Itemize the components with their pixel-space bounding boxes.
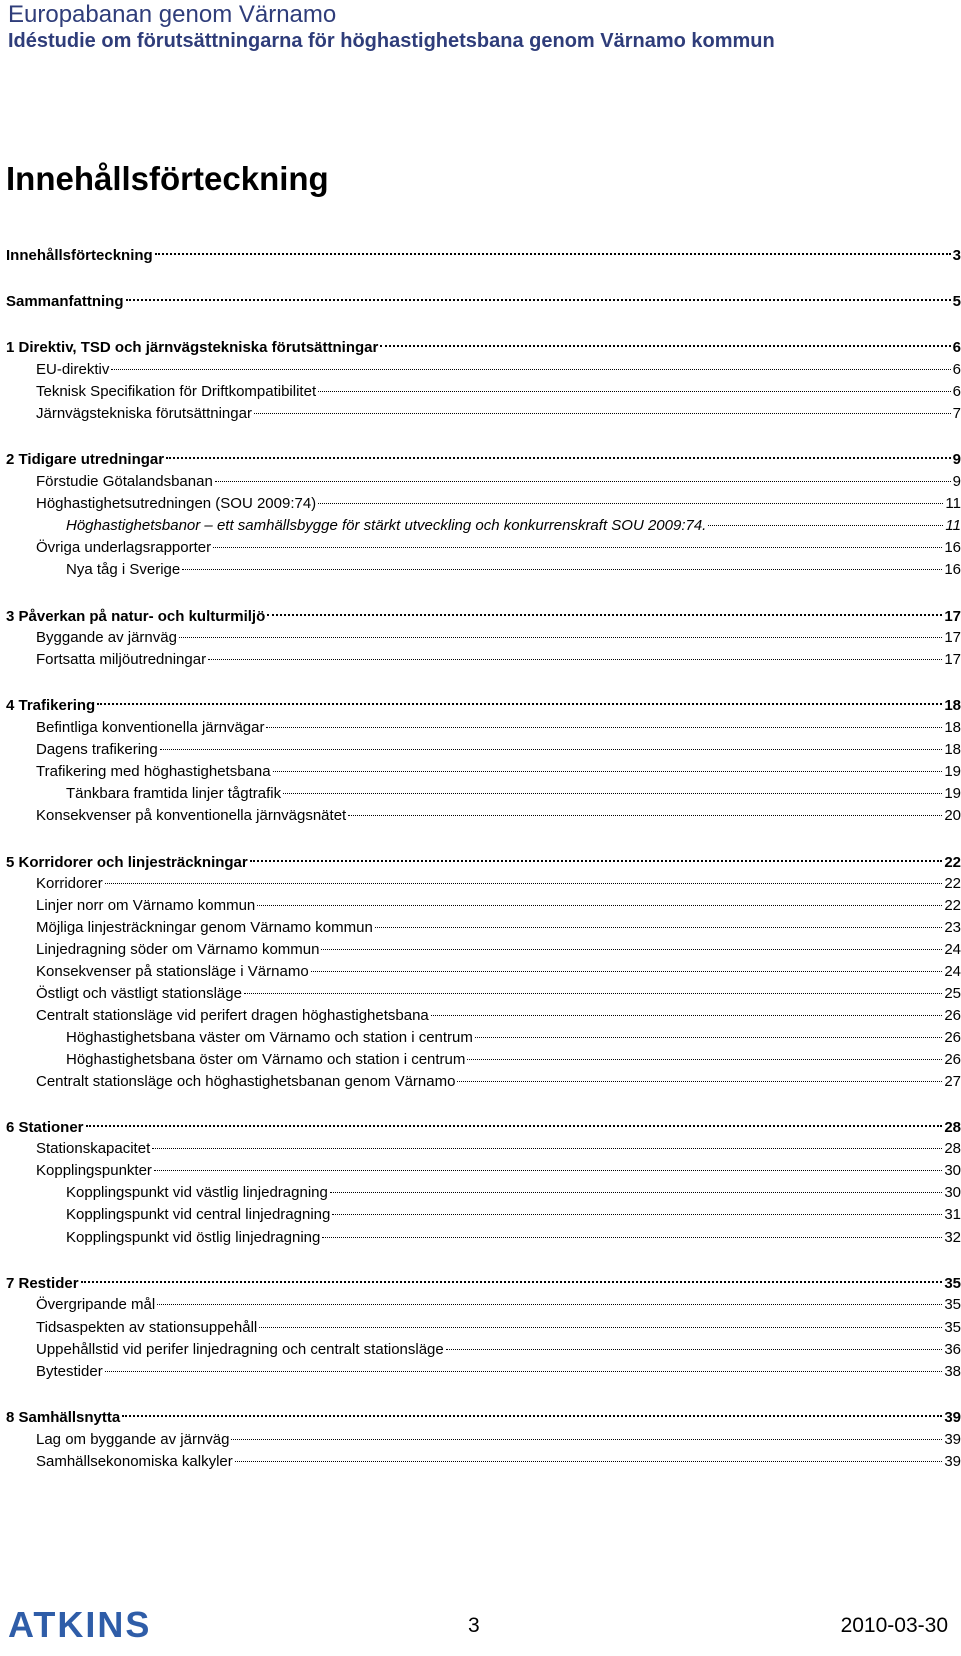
toc-entry[interactable] [6,1070,961,1090]
toc-entry-page: 17 [944,629,961,646]
toc-entry[interactable] [6,358,961,378]
toc-entry[interactable] [6,648,961,668]
toc-entry[interactable] [6,380,961,400]
toc-entry-page: 24 [944,963,961,980]
toc-heading: Innehållsförteckning [6,160,329,197]
toc-entry-page: 16 [944,561,961,578]
toc-entry-label: 2 Tidigare utredningar [6,451,165,468]
dot-leader [259,1312,942,1328]
dot-leader [126,284,951,301]
dot-leader [235,1446,943,1462]
dot-leader [111,354,950,370]
toc-entry[interactable] [6,1405,961,1425]
toc-entry[interactable] [6,447,961,467]
toc-entry-page: 36 [944,1341,961,1358]
toc-entry-page: 30 [944,1184,961,1201]
toc-entry-label: EU-direktiv [36,361,110,378]
dot-leader [154,1155,942,1171]
toc-entry-page: 23 [944,919,961,936]
toc-entry[interactable] [6,1181,961,1201]
toc-entry-label: Samhällsekonomiska kalkyler [36,1453,233,1470]
dot-leader [122,1400,942,1417]
toc-entry-label: Höghastighetsbanor – ett samhällsbygge för stärkt utveckling och konkurrenskraft SOU 2009:74. [66,517,707,534]
dot-leader [105,1356,943,1372]
toc-entry-page: 38 [944,1363,961,1380]
dot-leader [155,238,951,255]
toc-entry-page: 26 [944,1007,961,1024]
dot-leader [105,868,943,884]
dot-leader [208,644,942,660]
toc-entry-page: 32 [944,1229,961,1246]
toc-entry[interactable] [6,1360,961,1380]
toc-entry[interactable] [6,514,961,534]
dot-leader [332,1199,942,1215]
toc-entry-label: Kopplingspunkt vid västlig linjedragning [66,1184,328,1201]
toc-entry-page: 18 [944,719,961,736]
toc-entry-label: Konsekvenser på konventionella järnvägsnätet [36,807,347,824]
toc-entry-label: Möjliga linjesträckningar genom Värnamo kommun [36,919,373,936]
toc-entry[interactable] [6,693,961,713]
toc-entry-label: Nya tåg i Sverige [66,561,181,578]
toc-entry[interactable] [6,626,961,646]
toc-entry-page: 18 [944,697,961,714]
dot-leader [257,890,942,906]
toc-entry-label: Fortsatta miljöutredningar [36,651,207,668]
document-title: Europabanan genom Värnamo [8,1,337,28]
dot-leader [81,1266,943,1283]
toc-entry-label: Höghastighetsbana öster om Värnamo och station i centrum [66,1051,466,1068]
dot-leader [318,488,943,504]
dot-leader [375,912,942,928]
dot-leader [152,1133,942,1149]
toc-entry[interactable] [6,982,961,1002]
toc-entry-label: Trafikering med höghastighetsbana [36,763,271,780]
toc-entry-page: 11 [945,495,961,512]
dot-leader [283,778,942,794]
toc-entry-label: Tidsaspekten av stationsuppehåll [36,1319,258,1336]
toc-entry-page: 25 [944,985,961,1002]
toc-entry-page: 6 [952,361,961,378]
toc-entry-page: 28 [944,1140,961,1157]
dot-leader [244,978,942,994]
toc-entry[interactable] [6,938,961,958]
toc-entry-page: 17 [944,651,961,668]
toc-entry-page: 39 [944,1453,961,1470]
toc-entry[interactable] [6,782,961,802]
dot-leader [380,330,950,347]
toc-entry[interactable] [6,1293,961,1313]
toc-entry-page: 20 [944,807,961,824]
toc-entry-label: Korridorer [36,875,103,892]
toc-entry[interactable] [6,243,961,263]
dot-leader [318,376,951,392]
toc-entry-page: 22 [944,897,961,914]
toc-entry[interactable] [6,1004,961,1024]
toc-entry[interactable] [6,1026,961,1046]
toc-entry[interactable] [6,604,961,624]
toc-entry-label: Järnvägstekniska förutsättningar [36,405,252,422]
document-date: 2010-03-30 [840,1614,948,1637]
dot-leader [431,1000,943,1016]
toc-entry-label: Byggande av järnväg [36,629,177,646]
toc-entry-page: 30 [944,1162,961,1179]
toc-entry-page: 17 [944,608,961,625]
page-number: 3 [468,1614,480,1637]
toc-entry-label: 1 Direktiv, TSD och järnvägstekniska förutsättningar [6,339,379,356]
toc-entry-page: 6 [952,339,961,356]
toc-entry[interactable] [6,536,961,556]
toc-entry-label: Uppehållstid vid perifer linjedragning och centralt stationsläge [36,1341,444,1358]
dot-leader [330,1177,942,1193]
toc-entry[interactable] [6,1316,961,1336]
toc-entry[interactable] [6,716,961,736]
toc-entry-label: Befintliga konventionella järnvägar [36,719,265,736]
dot-leader [348,800,942,816]
dot-leader [311,956,943,972]
toc-entry[interactable] [6,1271,961,1291]
dot-leader [86,1110,943,1127]
toc-entry-label: Höghastighetsbana väster om Värnamo och station i centrum [66,1029,473,1046]
toc-entry-label: 5 Korridorer och linjesträckningar [6,854,248,871]
toc-entry[interactable] [6,804,961,824]
toc-entry[interactable] [6,960,961,980]
toc-entry[interactable] [6,894,961,914]
dot-leader [266,712,942,728]
toc-entry-label: Innehållsförteckning [6,247,153,264]
dot-leader [708,510,943,526]
toc-entry-page: 28 [944,1119,961,1136]
toc-entry-label: Tänkbara framtida linjer tågtrafik [66,785,282,802]
toc-entry[interactable] [6,916,961,936]
toc-entry[interactable] [6,1226,961,1246]
toc-entry-page: 39 [944,1431,961,1448]
toc-entry-label: 3 Påverkan på natur- och kulturmiljö [6,608,266,625]
toc-entry-label: Kopplingspunkter [36,1162,152,1179]
dot-leader [231,1424,942,1440]
dot-leader [179,622,942,638]
dot-leader [467,1044,942,1060]
toc-entry-page: 19 [944,785,961,802]
dot-leader [157,1289,942,1305]
toc-entry[interactable] [6,1428,961,1448]
toc-entry[interactable] [6,558,961,578]
document-subtitle: Idéstudie om förutsättningarna för höghastighetsbana genom Värnamo kommun [8,30,775,52]
toc-entry-page: 19 [944,763,961,780]
toc-entry-label: 4 Trafikering [6,697,96,714]
toc-entry-label: Linjer norr om Värnamo kommun [36,897,256,914]
toc-entry-page: 26 [944,1029,961,1046]
toc-entry[interactable] [6,738,961,758]
toc-entry[interactable] [6,850,961,870]
toc-entry-label: Teknisk Specifikation för Driftkompatibilitet [36,383,317,400]
toc-entry[interactable] [6,335,961,355]
toc-entry[interactable] [6,1115,961,1135]
toc-entry-page: 39 [944,1409,961,1426]
toc-entry[interactable] [6,492,961,512]
toc-entry[interactable] [6,760,961,780]
toc-entry-page: 7 [952,405,961,422]
toc-entry-page: 11 [945,517,961,534]
toc-entry-label: 7 Restider [6,1275,79,1292]
dot-leader [321,934,942,950]
dot-leader [267,599,942,616]
toc-entry[interactable] [6,470,961,490]
dot-leader [213,532,942,548]
dot-leader [273,756,943,772]
toc-entry-label: Kopplingspunkt vid central linjedragning [66,1206,331,1223]
dot-leader [254,398,951,414]
toc-entry-label: 8 Samhällsnytta [6,1409,121,1426]
toc-entry[interactable] [6,402,961,422]
toc-entry-label: Centralt stationsläge och höghastighetsbanan genom Värnamo [36,1073,456,1090]
toc-entry-page: 9 [952,451,961,468]
toc-entry-page: 22 [944,854,961,871]
toc-entry-page: 35 [944,1319,961,1336]
dot-leader [166,442,951,459]
toc-entry-page: 35 [944,1275,961,1292]
toc-entry-page: 16 [944,539,961,556]
toc-entry-label: Centralt stationsläge vid perifert dragen höghastighetsbana [36,1007,429,1024]
toc-entry[interactable] [6,1450,961,1470]
toc-entry[interactable] [6,1137,961,1157]
toc-entry-label: Övergripande mål [36,1296,156,1313]
toc-entry[interactable] [6,1048,961,1068]
toc-entry-label: Kopplingspunkt vid östlig linjedragning [66,1229,321,1246]
dot-leader [457,1066,942,1082]
toc-entry-label: Stationskapacitet [36,1140,151,1157]
toc-entry-page: 9 [952,473,961,490]
toc-entry-label: Lag om byggande av järnväg [36,1431,230,1448]
toc-entry-page: 18 [944,741,961,758]
dot-leader [446,1334,943,1350]
toc-entry-label: Övriga underlagsrapporter [36,539,212,556]
toc-entry[interactable] [6,1203,961,1223]
toc-entry-page: 6 [952,383,961,400]
toc-entry[interactable] [6,1159,961,1179]
toc-entry-label: Konsekvenser på stationsläge i Värnamo [36,963,309,980]
toc-entry-label: Linjedragning söder om Värnamo kommun [36,941,320,958]
dot-leader [215,466,951,482]
toc-entry-page: 3 [952,247,961,264]
dot-leader [322,1222,942,1238]
toc-entry-page: 24 [944,941,961,958]
dot-leader [160,734,943,750]
toc-entry-label: Östligt och västligt stationsläge [36,985,242,1002]
dot-leader [182,554,942,570]
toc-entry[interactable] [6,872,961,892]
toc-entry-page: 26 [944,1051,961,1068]
dot-leader [250,845,943,862]
toc-entry-page: 27 [944,1073,961,1090]
toc-entry[interactable] [6,1338,961,1358]
toc-entry[interactable] [6,289,961,309]
document-header [8,2,948,54]
toc-entry-page: 35 [944,1296,961,1313]
toc-entry-label: Förstudie Götalandsbanan [36,473,213,490]
toc-entry-label: Bytestider [36,1363,103,1380]
dot-leader [97,688,942,705]
dot-leader [475,1022,942,1038]
page-footer [0,1600,960,1650]
toc-entry-label: 6 Stationer [6,1119,84,1136]
toc-entry-page: 5 [952,293,961,310]
toc-entry-page: 22 [944,875,961,892]
toc-entry-label: Höghastighetsutredningen (SOU 2009:74) [36,495,317,512]
toc-entry-label: Dagens trafikering [36,741,158,758]
toc-entry-page: 31 [944,1206,961,1223]
toc-entry-label: Sammanfattning [6,293,124,310]
atkins-logo: ATKINS [8,1604,152,1645]
